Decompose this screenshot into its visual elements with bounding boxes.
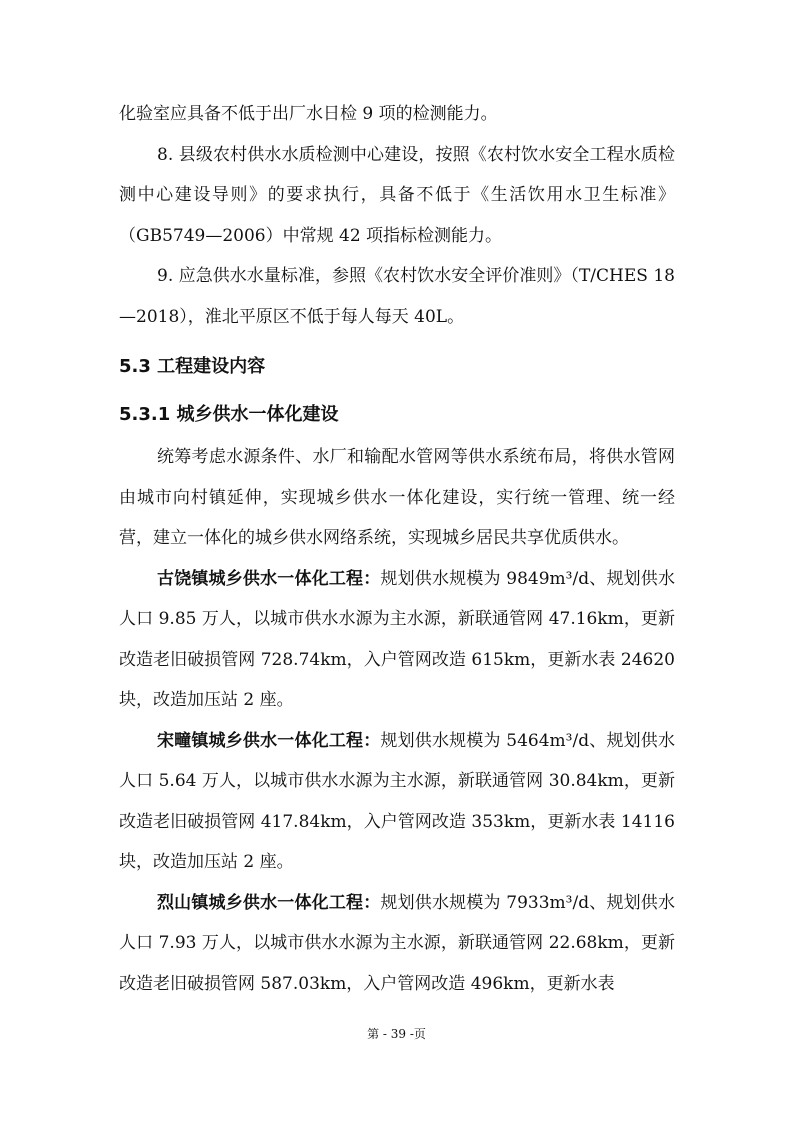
- project-paragraph-guraozhen: [119, 559, 675, 721]
- project-paragraph-songtuanzhen: [119, 721, 675, 883]
- project-text: 规划供水规模为 5464m³/d、规划供水人口 5.64 万人，以城市供水水源为主水源，新联通管网 30.84km，更新改造老旧破损管网 417.84km，入户管网改造 353km，更新水表 14116 块，改造加压站 2 座。: [119, 730, 675, 872]
- project-text: 规划供水规模为 9849m³/d、规划供水人口 9.85 万人，以城市供水水源为主水源，新联通管网 47.16km，更新改造老旧破损管网 728.74km，入户管网改造 615km，更新水表 24620 块，改造加压站 2 座。: [119, 568, 675, 710]
- intro-paragraph: 统筹考虑水源条件、水厂和输配水管网等供水系统布局，将供水管网由城市向村镇延伸，实现城乡供水一体化建设，实行统一管理、统一经营，建立一体化的城乡供水网络系统，实现城乡居民共享优质供水。: [119, 447, 675, 548]
- project-text: 规划供水规模为 7933m³/d、规划供水人口 7.93 万人，以城市供水水源为主水源，新联通管网 22.68km，更新改造老旧破损管网 587.03km，入户管网改造 496km，更新水表: [119, 892, 675, 994]
- project-paragraph-lieshanzhen: [119, 883, 675, 1005]
- subsection-heading: 5.3.1 城乡供水一体化建设: [119, 404, 339, 425]
- page-content: [119, 94, 675, 1004]
- page-number-footer: 第 - 39 -页: [367, 1027, 426, 1041]
- project-name: 古饶镇城乡供水一体化工程：: [157, 568, 381, 589]
- project-name: 宋疃镇城乡供水一体化工程：: [157, 730, 381, 751]
- section-heading: 5.3 工程建设内容: [119, 356, 266, 377]
- paragraph-lab-capability: 化验室应具备不低于出厂水日检 9 项的检测能力。: [119, 104, 498, 124]
- project-name: 烈山镇城乡供水一体化工程：: [157, 892, 381, 913]
- paragraph-item-8: 8. 县级农村供水水质检测中心建设，按照《农村饮水安全工程水质检测中心建设导则》的要求执行，具备不低于《生活饮用水卫生标准》（GB5749—2006）中常规 42 项指标检测能力。: [119, 144, 675, 246]
- paragraph-item-9: 9. 应急供水水量标准，参照《农村饮水安全评价准则》（T/CHES 18—2018），淮北平原区不低于每人每天 40L。: [119, 266, 675, 327]
